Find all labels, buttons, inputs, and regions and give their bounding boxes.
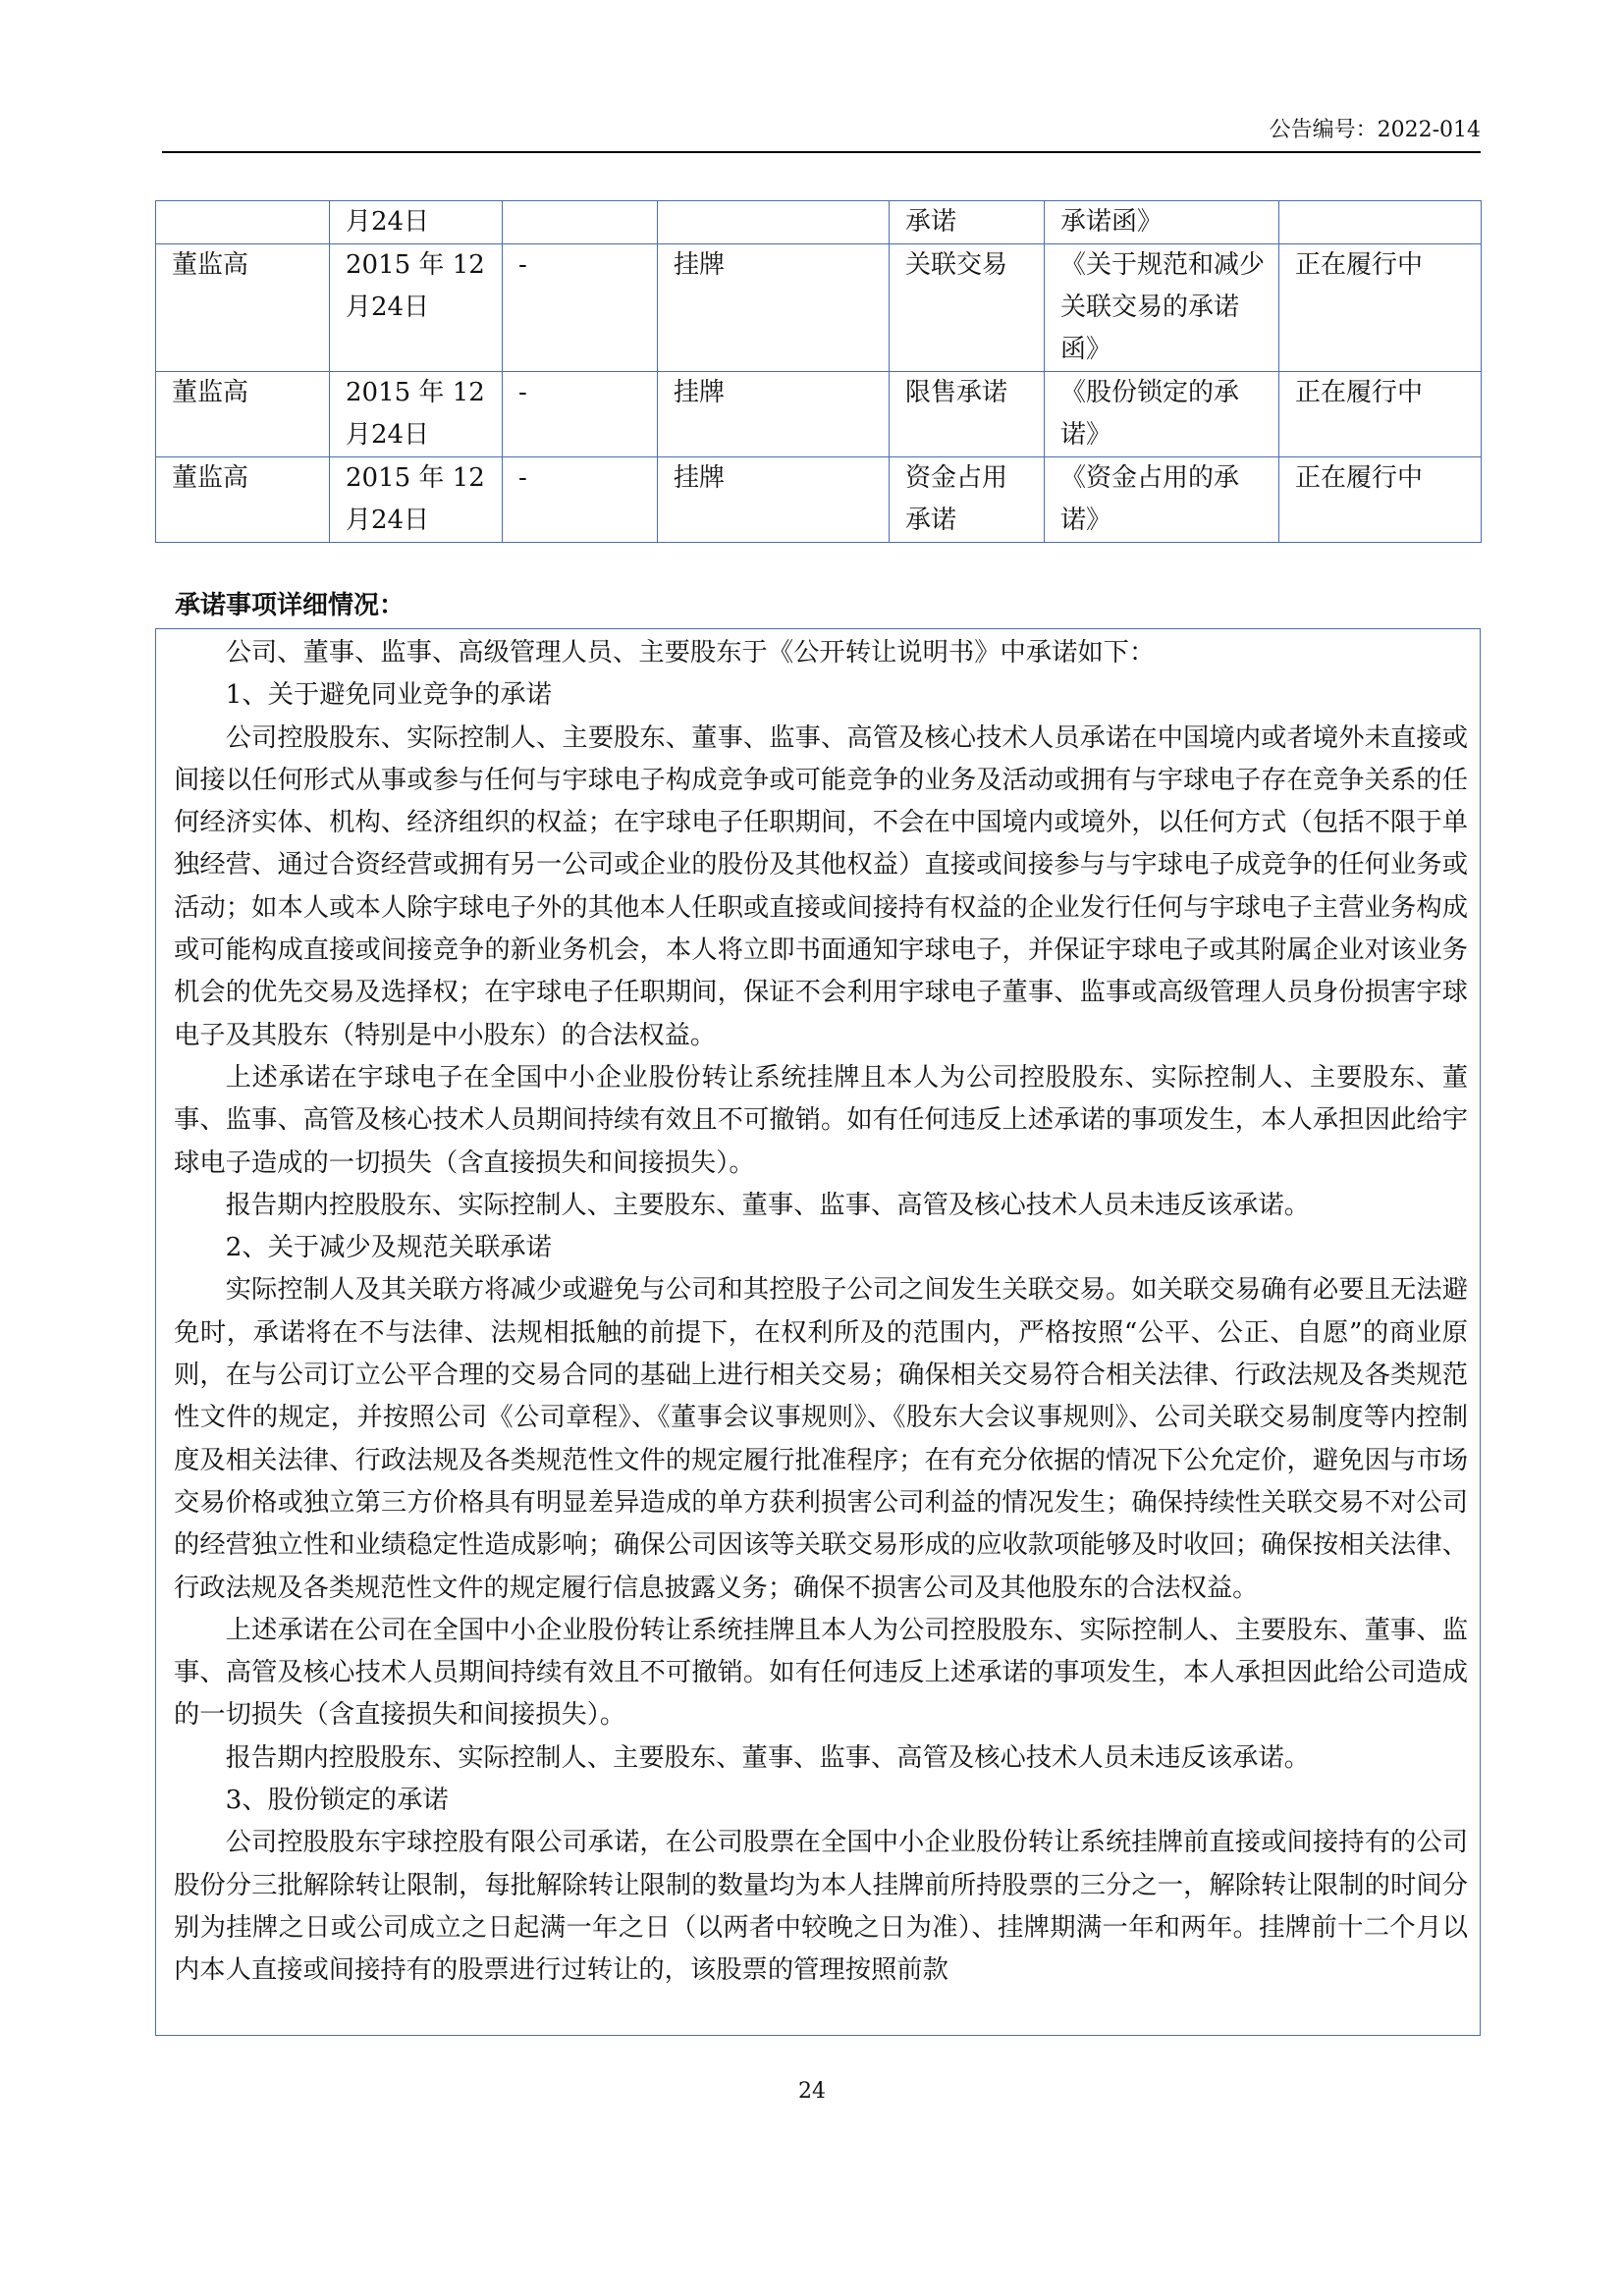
- table-cell: 挂牌: [658, 457, 890, 543]
- paragraph: 公司控股股东、实际控制人、主要股东、董事、监事、高管及核心技术人员承诺在中国境内或者境外未直接或间接以任何形式从事或参与任何与宇球电子构成竞争或可能竞争的业务及活动或拥有与宇球电子存在竞争关系的任何经济实体、机构、经济组织的权益；在宇球电子任职期间，不会在中国境内或境外，以任何方式（包括不限于单独经营、通过合资经营或拥有另一公司或企业的股份及其他权益）直接或间接参与与宇球电子成竞争的任何业务或活动；如本人或本人除宇球电子外的其他本人任职或直接或间接持有权益的企业发行任何与宇球电子主营业务构成或可能构成直接或间接竞争的新业务机会，本人将立即书面通知宇球电子，并保证宇球电子或其附属企业对该业务机会的优先交易及选择权；在宇球电子任职期间，保证不会利用宇球电子董事、监事或高级管理人员身份损害宇球电子及其股东（特别是中小股东）的合法权益。: [174, 722, 1468, 1050]
- table-cell: [658, 201, 890, 244]
- commitment-table: [155, 200, 1482, 543]
- table-cell: 2015 年 12 月24日: [330, 244, 503, 372]
- table-cell: 2015 年 12 月24日: [330, 372, 503, 457]
- page-number: 24: [798, 2079, 826, 2104]
- paragraph: 报告期内控股股东、实际控制人、主要股东、董事、监事、高管及核心技术人员未违反该承诺。: [225, 1742, 1311, 1773]
- paragraph: 上述承诺在宇球电子在全国中小企业股份转让系统挂牌且本人为公司控股股东、实际控制人、主要股东、董事、监事、高管及核心技术人员期间持续有效且不可撤销。如有任何违反上述承诺的事项发生，本人承担因此给宇球电子造成的一切损失（含直接损失和间接损失）。: [174, 1062, 1468, 1178]
- table-cell: 《资金占用的承诺》: [1045, 457, 1279, 543]
- table-row: [156, 457, 1482, 543]
- table-cell: [503, 201, 658, 244]
- table-row: [156, 201, 1482, 244]
- table-cell: 承诺函》: [1045, 201, 1279, 244]
- table-cell: [156, 201, 330, 244]
- table-cell: 挂牌: [658, 244, 890, 372]
- paragraph: 公司控股股东宇球控股有限公司承诺，在公司股票在全国中小企业股份转让系统挂牌前直接或间接持有的公司股份分三批解除转让限制，每批解除转让限制的数量均为本人挂牌前所持股票的三分之一，解除转让限制的时间分别为挂牌之日或公司成立之日起满一年之日（以两者中较晚之日为准）、挂牌期满一年和两年。挂牌前十二个月以内本人直接或间接持有的股票进行过转让的，该股票的管理按照前款: [174, 1828, 1468, 1986]
- table-cell: 董监高: [156, 457, 330, 543]
- table-cell: 2015 年 12 月24日: [330, 457, 503, 543]
- table-cell: -: [503, 457, 658, 543]
- table-cell: -: [503, 372, 658, 457]
- announcement-code: 公告编号：2022-014: [1269, 118, 1481, 142]
- paragraph: 3、股份锁定的承诺: [225, 1786, 449, 1816]
- paragraph: 实际控制人及其关联方将减少或避免与公司和其控股子公司之间发生关联交易。如关联交易确有必要且无法避免时，承诺将在不与法律、法规相抵触的前提下，在权利所及的范围内，严格按照“公平、公正、自愿”的商业原则，在与公司订立公平合理的交易合同的基础上进行相关交易；确保相关交易符合相关法律、行政法规及各类规范性文件的规定，并按照公司《公司章程》、《董事会议事规则》、《股东大会议事规则》、公司关联交易制度等内控制度及相关法律、行政法规及各类规范性文件的规定履行批准程序；在有充分依据的情况下公允定价，避免因与市场交易价格或独立第三方价格具有明显差异造成的单方获利损害公司利益的情况发生；确保持续性关联交易不对公司的经营独立性和业绩稳定性造成影响；确保公司因该等关联交易形成的应收款项能够及时收回；确保按相关法律、行政法规及各类规范性文件的规定履行信息披露义务；确保不损害公司及其他股东的合法权益。: [174, 1275, 1468, 1603]
- table-cell: 限售承诺: [890, 372, 1045, 457]
- table-cell: 挂牌: [658, 372, 890, 457]
- table-cell: 《关于规范和减少关联交易的承诺函》: [1045, 244, 1279, 372]
- paragraph: 报告期内控股股东、实际控制人、主要股东、董事、监事、高管及核心技术人员未违反该承诺。: [225, 1190, 1311, 1220]
- commitment-details-box: [155, 628, 1481, 2036]
- table-row: [156, 372, 1482, 457]
- paragraph: 1、关于避免同业竞争的承诺: [225, 680, 552, 711]
- table-row: [156, 244, 1482, 372]
- paragraph: 公司、董事、监事、高级管理人员、主要股东于《公开转让说明书》中承诺如下：: [225, 638, 1156, 667]
- table-cell: 《股份锁定的承诺》: [1045, 372, 1279, 457]
- table-cell: -: [503, 244, 658, 372]
- table-cell: 董监高: [156, 244, 330, 372]
- table-cell: 正在履行中: [1279, 372, 1482, 457]
- table-cell: 正在履行中: [1279, 244, 1482, 372]
- section-title: 承诺事项详细情况：: [175, 591, 406, 620]
- table-cell: 关联交易: [890, 244, 1045, 372]
- table-cell: [1279, 201, 1482, 244]
- table-cell: 正在履行中: [1279, 457, 1482, 543]
- table-cell: 月24日: [330, 201, 503, 244]
- paragraph: 2、关于减少及规范关联承诺: [225, 1233, 552, 1263]
- page-header: [162, 116, 1481, 153]
- table-cell: 资金占用承诺: [890, 457, 1045, 543]
- table-cell: 承诺: [890, 201, 1045, 244]
- paragraph: 上述承诺在公司在全国中小企业股份转让系统挂牌且本人为公司控股股东、实际控制人、主要股东、董事、监事、高管及核心技术人员期间持续有效且不可撤销。如有任何违反上述承诺的事项发生，本人承担因此给公司造成的一切损失（含直接损失和间接损失）。: [174, 1615, 1468, 1731]
- table-cell: 董监高: [156, 372, 330, 457]
